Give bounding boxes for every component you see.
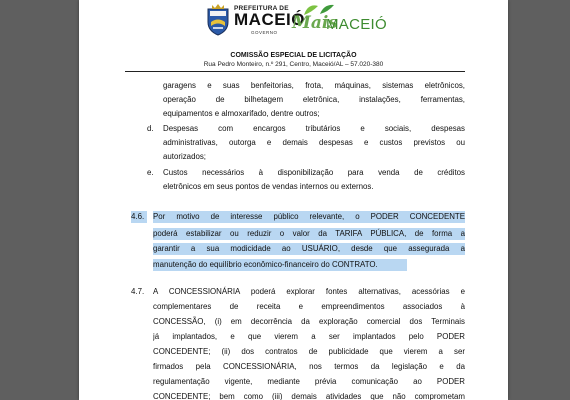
- highlighted-text-line[interactable]: garantir a sua modicidade ao USUÁRIO, desde que assegurada a: [153, 244, 465, 253]
- text-line: equipamentos e almoxarifado, dentre outros;: [163, 109, 320, 118]
- document-header: [79, 0, 508, 68]
- text-line: eletrônicos em seus pontos de vendas internos ou externos.: [163, 182, 374, 191]
- text-line: Custos necessários à disponibilização para venda de créditos: [163, 168, 465, 177]
- header-divider: [125, 71, 465, 72]
- document-page: [79, 0, 508, 400]
- text-line: CONCEDENTE; (ii) dos contratos de publicidade que vierem a ser: [153, 347, 465, 356]
- clause-number: 4.6.: [131, 211, 147, 223]
- text-line: regulamentação vigente, mediante prévia comunicação ao PODER: [153, 377, 465, 386]
- city-crest-logo: [205, 4, 231, 36]
- highlighted-text-line[interactable]: poderá estabilizar ou reduzir o valor da TARIFA PÚBLICA, de forma a: [153, 229, 465, 238]
- text-line: autorizados;: [163, 152, 206, 161]
- city-name-logo: MACEIÓ: [234, 10, 305, 29]
- prefeitura-label: PREFEITURA DE: [234, 5, 289, 12]
- highlighted-text-line[interactable]: manutenção do equilíbrio econômico-financeiro do CONTRATO.: [153, 259, 407, 271]
- governo-label: GOVERNO: [251, 30, 278, 35]
- highlighted-text-line[interactable]: Por motivo de interesse público relevante, o PODER CONCEDENTE: [153, 212, 465, 221]
- list-marker: d.: [147, 124, 154, 133]
- text-line: Despesas com encargos tributários e sociais, despesas: [163, 124, 465, 133]
- text-line: CONCESSÃO, (i) em decorrência da exploração comercial dos Terminais: [153, 317, 465, 326]
- brand-prefix: Mais: [292, 13, 338, 33]
- text-line: firmados pela CONCESSIONÁRIA, nos termos da legislação e da: [153, 362, 465, 371]
- commission-address: Rua Pedro Monteiro, n.º 291, Centro, Maceió/AL – 57.020-380: [203, 61, 384, 68]
- list-marker: e.: [147, 168, 154, 177]
- text-line: administrativas, outorga e demais despesas e custos previstos ou: [163, 138, 465, 147]
- commission-title: COMISSÃO ESPECIAL DE LICITAÇÃO: [230, 52, 357, 59]
- text-line: complementares de receita e empreendimentos associados à: [153, 302, 465, 311]
- text-line: já implantados, e que vierem a ser implantados pelo PODER: [153, 332, 465, 341]
- clause-number: 4.7.: [131, 287, 145, 296]
- text-line: garagens e suas benfeitorias, frota, máquinas, sistemas eletrônicos,: [163, 81, 465, 90]
- text-line: A CONCESSIONÁRIA poderá explorar fontes alternativas, acessórias e: [153, 287, 465, 296]
- text-line: operação de bilhetagem eletrônica, instalações, ferramentas,: [163, 95, 465, 104]
- text-line: CONCEDENTE; bem como (iii) demais atividades que não comprometam: [153, 392, 465, 400]
- brand-name: MACEIÓ: [326, 16, 387, 33]
